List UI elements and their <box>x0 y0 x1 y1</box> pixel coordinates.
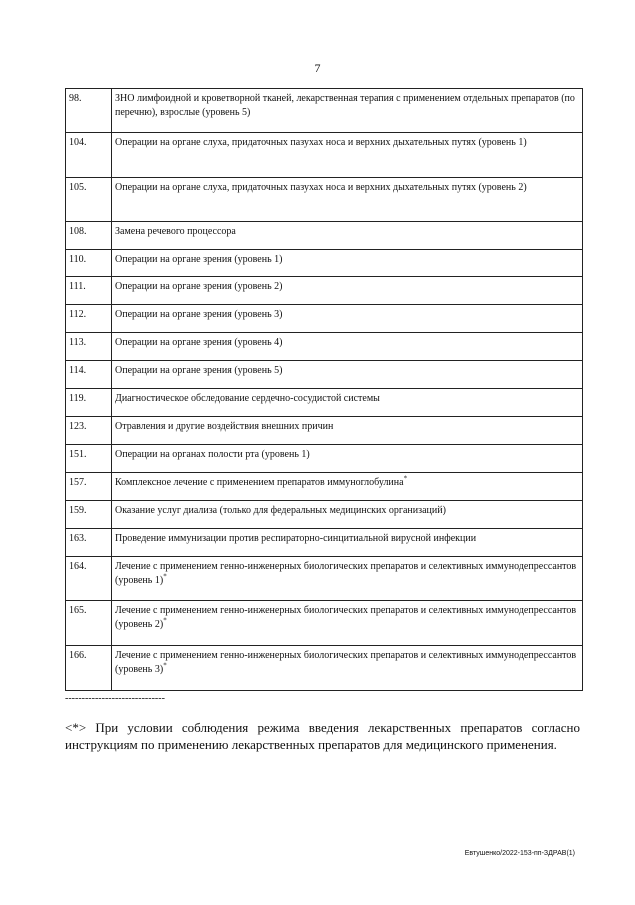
row-code: 151. <box>66 445 112 473</box>
row-code: 111. <box>66 277 112 305</box>
row-text: Операции на органе зрения (уровень 1) <box>112 250 583 277</box>
row-text: Операции на органе слуха, придаточных пазухах носа и верхних дыхательных путях (уровень 1) <box>112 133 583 178</box>
row-code: 104. <box>66 133 112 178</box>
row-text: Операции на органе зрения (уровень 2) <box>112 277 583 305</box>
table-row <box>66 361 583 389</box>
table-row <box>66 178 583 222</box>
table-row <box>66 133 583 178</box>
row-code: 110. <box>66 250 112 277</box>
row-code: 164. <box>66 557 112 601</box>
row-text: Операции на органе зрения (уровень 5) <box>112 361 583 389</box>
footnote-mark: * <box>163 616 167 625</box>
row-text: Диагностическое обследование сердечно-сосудистой системы <box>112 389 583 417</box>
table-row <box>66 222 583 250</box>
footnote-mark: * <box>163 572 167 581</box>
row-text: Замена речевого процессора <box>112 222 583 250</box>
footnote-mark: * <box>163 661 167 670</box>
table-row <box>66 501 583 529</box>
table-row <box>66 646 583 691</box>
table-row <box>66 333 583 361</box>
row-code: 119. <box>66 389 112 417</box>
table-row <box>66 529 583 557</box>
table-row <box>66 277 583 305</box>
table-row <box>66 601 583 646</box>
row-code: 166. <box>66 646 112 691</box>
row-text: Операции на органе слуха, придаточных пазухах носа и верхних дыхательных путях (уровень 2) <box>112 178 583 222</box>
footnote-text: <*> При условии соблюдения режима введения лекарственных препаратов согласно инструкциям по применению лекарственных препаратов для медицинского применения. <box>65 720 580 752</box>
table-row <box>66 557 583 601</box>
table-row <box>66 89 583 133</box>
row-code: 114. <box>66 361 112 389</box>
row-code: 157. <box>66 473 112 501</box>
table-row <box>66 473 583 501</box>
document-id: Евтушенко/2022-153-пп-ЗДРАВ(1) <box>464 850 575 857</box>
row-code: 98. <box>66 89 112 133</box>
table-row <box>66 250 583 277</box>
row-text: Проведение иммунизации против респираторно-синцитиальной вирусной инфекции <box>112 529 583 557</box>
row-code: 113. <box>66 333 112 361</box>
table-row <box>66 305 583 333</box>
table-row <box>66 417 583 445</box>
row-text: Лечение с применением генно-инженерных биологических препаратов и селективных иммунодепрессантов (уровень 2)* <box>112 601 583 646</box>
row-text: Операции на органе зрения (уровень 3) <box>112 305 583 333</box>
row-code: 165. <box>66 601 112 646</box>
page-number: 7 <box>314 61 321 75</box>
row-text: Комплексное лечение с применением препаратов иммуноглобулина* <box>112 473 583 501</box>
services-table <box>65 88 583 691</box>
row-code: 163. <box>66 529 112 557</box>
row-text: Лечение с применением генно-инженерных биологических препаратов и селективных иммунодепрессантов (уровень 3)* <box>112 646 583 691</box>
row-code: 123. <box>66 417 112 445</box>
row-text: Отравления и другие воздействия внешних причин <box>112 417 583 445</box>
table-row <box>66 445 583 473</box>
row-text: Оказание услуг диализа (только для федеральных медицинских организаций) <box>112 501 583 529</box>
row-code: 112. <box>66 305 112 333</box>
row-text: ЗНО лимфоидной и кроветворной тканей, лекарственная терапия с применением отдельных препаратов (по перечню), взрослые (уровень 5) <box>112 89 583 133</box>
row-text: Лечение с применением генно-инженерных биологических препаратов и селективных иммунодепрессантов (уровень 1)* <box>112 557 583 601</box>
table-row <box>66 389 583 417</box>
row-code: 108. <box>66 222 112 250</box>
row-text: Операции на органе зрения (уровень 4) <box>112 333 583 361</box>
row-code: 159. <box>66 501 112 529</box>
row-code: 105. <box>66 178 112 222</box>
footnote-separator: ------------------------------ <box>65 693 165 704</box>
footnote-mark: * <box>403 474 408 483</box>
row-text: Операции на органах полости рта (уровень 1) <box>112 445 583 473</box>
